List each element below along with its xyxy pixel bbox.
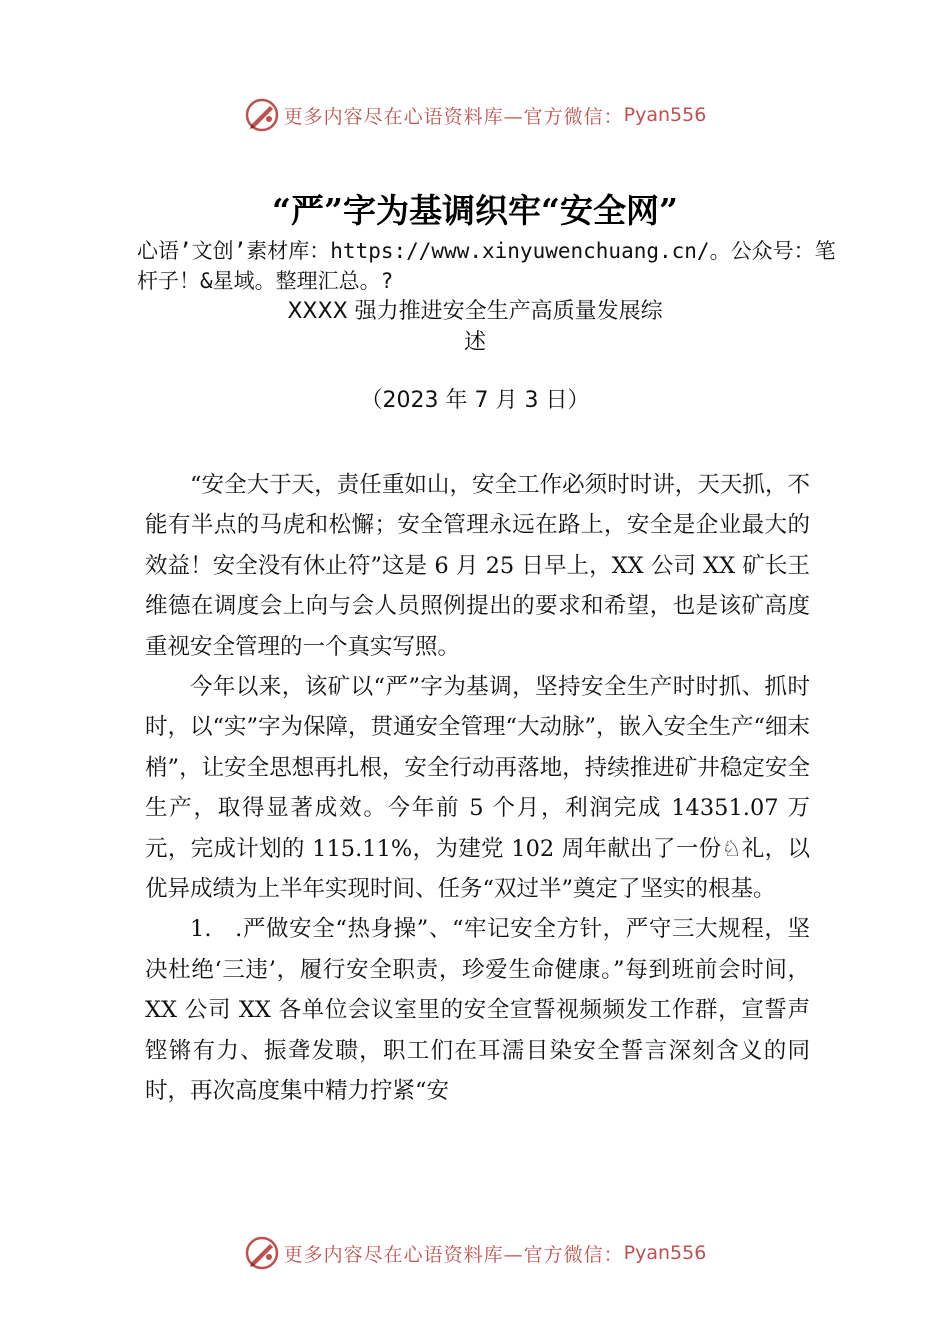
document-subtitle bbox=[0, 296, 950, 358]
document-title: “严”字为基调织牢“安全网” bbox=[272, 191, 678, 230]
pen-logo-icon bbox=[244, 1235, 280, 1271]
body-paragraph: “安全大于天，责任重如山，安全工作必须时时讲，天天抓，不能有半点的马虎和松懈；安全管理永远在路上，安全是企业最大的效益！安全没有休止符”这是 6 月 25 日早上，XX 公司 XX 矿长王维德在调度会上向与会人员照例提出的要求和希望，也是该矿高度重视安全管理的一个真实写照。 bbox=[145, 472, 810, 660]
watermark-brand: Pyan556 bbox=[623, 1242, 707, 1264]
watermark-text: 更多内容尽在心语资料库—官方微信： bbox=[283, 1243, 624, 1266]
body-paragraph: 1. .严做安全“热身操”、“牢记安全方针，严守三大规程，坚决杜绝‘三违’，履行安全职责，珍爱生命健康。”每到班前会时间，XX 公司 XX 各单位会议室里的安全宣誓视频频发工作群，宣誓声铿锵有力、振聋发聩，职工们在耳濡目染安全誓言深刻含义的同时，再次高度集中精力拧紧“安 bbox=[145, 916, 810, 1105]
subtitle-line: XXXX 强力推进安全生产高质量发展综 bbox=[287, 299, 663, 324]
footer-watermark bbox=[0, 1233, 950, 1273]
header-watermark bbox=[0, 95, 950, 135]
body-paragraph: 今年以来，该矿以“严”字为基调，坚持安全生产时时抓、抓时时，以“实”字为保障，贯通安全管理“大动脉”，嵌入安全生产“细末梢”，让安全思想再扎根，安全行动再落地，持续推进矿井稳定安全生产，取得显著成效。今年前 5 个月，利润完成 14351.07 万元，完成计划的 115.11%，为建党 102 周年献出了一份♘礼，以优异成绩为上半年实现时间、任务“双过半”奠定了坚实的根基。 bbox=[145, 674, 811, 903]
source-note: 心语’文创’素材库：https://www.xinyuwenchuang.cn/。公众号：笔杆子！&星域。整理汇总。? bbox=[137, 239, 836, 293]
pen-logo-icon bbox=[244, 97, 280, 133]
subtitle-line: 述 bbox=[463, 330, 486, 355]
document-date: （2023 年 7 月 3 日） bbox=[360, 388, 590, 413]
watermark-brand: Pyan556 bbox=[623, 104, 707, 126]
watermark-text: 更多内容尽在心语资料库—官方微信： bbox=[283, 105, 624, 128]
document-body bbox=[145, 465, 810, 1112]
